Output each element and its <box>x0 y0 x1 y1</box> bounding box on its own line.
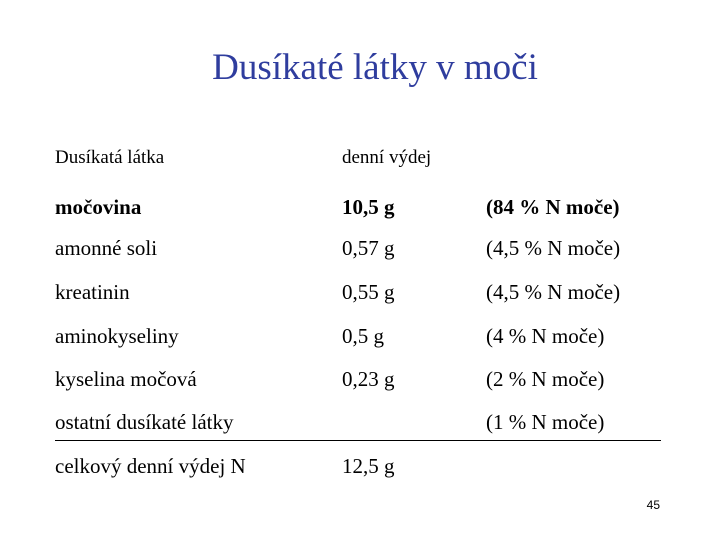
row-substance: ostatní dusíkaté látky <box>55 410 234 434</box>
total-row <box>0 444 720 488</box>
row-substance: aminokyseliny <box>55 324 179 348</box>
table-row <box>0 400 720 444</box>
row-share: (4,5 % N moče) <box>486 280 621 304</box>
total-label: celkový denní výdej N <box>55 454 246 478</box>
table-row <box>0 226 720 270</box>
slide-title: Dusíkaté látky v moči <box>212 47 538 88</box>
row-substance: močovina <box>55 195 142 219</box>
row-share: (1 % N moče) <box>486 410 605 434</box>
total-divider <box>55 440 661 441</box>
table-row <box>0 270 720 314</box>
row-substance: amonné soli <box>55 236 158 260</box>
row-share: (84 % N moče) <box>486 195 620 219</box>
page-number: 45 <box>646 498 660 512</box>
row-amount: 0,23 g <box>342 367 395 391</box>
header-substance: Dusíkatá látka <box>55 147 165 168</box>
total-amount: 12,5 g <box>342 454 395 478</box>
row-amount: 10,5 g <box>342 195 395 219</box>
row-share: (2 % N moče) <box>486 367 605 391</box>
table-row <box>0 314 720 358</box>
table-row <box>0 357 720 401</box>
header-daily-output: denní výdej <box>342 147 432 168</box>
row-amount: 0,55 g <box>342 280 395 304</box>
row-amount: 0,57 g <box>342 236 395 260</box>
table-row <box>0 185 720 229</box>
row-amount: 0,5 g <box>342 324 384 348</box>
row-share: (4,5 % N moče) <box>486 236 621 260</box>
row-substance: kreatinin <box>55 280 130 304</box>
row-substance: kyselina močová <box>55 367 197 391</box>
row-share: (4 % N moče) <box>486 324 605 348</box>
